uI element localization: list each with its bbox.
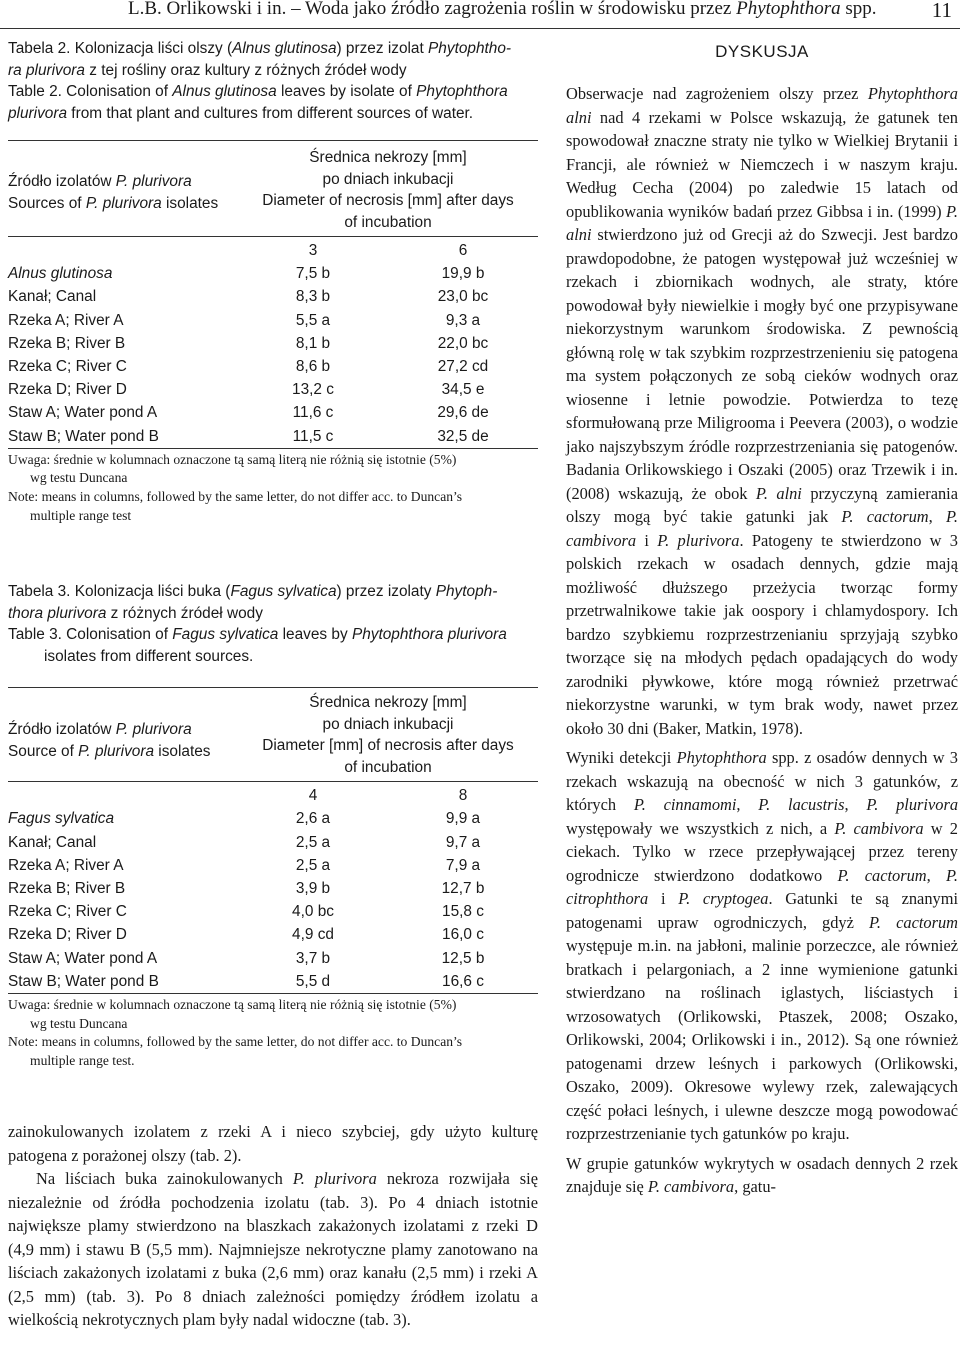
header-text: of incubation bbox=[344, 213, 432, 231]
body-text: występuje m.in. na jabłoni, malinie porzeczce, ale również bratkach i pelargoniach, a 2 inne wymienione gatunki stwierdzano na roślinach iglastych, liściastych i wrzosowatych (Orlikowski, Ptaszek, 2008; Oszako, Orlikowski, 2004; Orlikowski i in., 2012). Są one również patogenami drzew leśnych i parkowych (Orlikowski, Oszako, 2009). Okresowe wylewy rzek, zalewających część połaci leśnych, i ulewne deszcze mogą powodować rozprzestrzenianie tych gatunków po kraju. bbox=[566, 936, 958, 1143]
source-cell: Rzeka C; River C bbox=[8, 903, 127, 921]
caption-species: Phytophthora plurivora bbox=[351, 626, 507, 644]
header-text: Sources of bbox=[8, 194, 86, 212]
value-cell-day2: 34,5 e bbox=[441, 381, 485, 399]
body-paragraph bbox=[566, 82, 958, 740]
caption-species: Fagus sylvatica bbox=[172, 626, 279, 644]
caption-text: from that plant and cultures from different sources of water. bbox=[67, 104, 474, 122]
caption-text: z różnych źródeł wody bbox=[106, 604, 263, 622]
body-text: stwierdzono już od Grecji aż do Szwecji. Jest bardzo prawdopodobne, że patogen występował już wcześniej w rzekach i zbiornikach wodnych, ale straty, które powodował były niewielkie i mogły być one przypisywane niekorzystnym warunkom środowiska. Z pewnością główną rolę w tak szybkim rozprzestrzenieniu się patogena ma system połączonych ze sobą cieków wodnych oraz wiosenne i letnie powodzie. Potwierdza to tezę sformułowaną prze Miligrooma i Peevera (2003), o wodzie jako najszybszym źródle rozprzestrzeniania się patogenów. Badania Orlikowskiego i Oszaki (2005) oraz Trzewik i in. (2008) wskazują, że obok bbox=[566, 225, 958, 503]
source-cell: Staw B; Water pond B bbox=[8, 972, 159, 990]
body-text: , bbox=[928, 507, 946, 526]
body-text: nekroza rozwijała się niezależnie od źródła pochodzenia izolatu (tab. 3). Po 4 dniach istotnie największe plamy stwierdzono na blaszkach zakażonych izolatami z rzeki D (4,9 mm) i stawu B (5,5 mm). Najmniejsze nekrotyczne plamy zanotowano na liściach zakażonych izolatami z buka (2,6 mm) oraz kanału (2,5 mm) i rzeki A (2,5 mm) (tab. 3). Po 8 dniach zależności pomiędzy źródłem izolatu a wielkością nekrotycznych plam były nadal widoczne (tab. 3). bbox=[8, 1169, 538, 1330]
source-cell: Staw B; Water pond B bbox=[8, 427, 159, 445]
table2-body bbox=[8, 262, 538, 448]
table-row bbox=[8, 807, 538, 830]
value-cell-day2: 12,7 b bbox=[441, 880, 485, 898]
body-text: , gatu- bbox=[734, 1177, 776, 1196]
value-cell-day1: 11,5 c bbox=[292, 427, 334, 445]
value-cell-day2: 29,6 de bbox=[437, 404, 489, 422]
body-species: P. plurivora bbox=[866, 795, 959, 814]
body-species: P. cactorum bbox=[837, 865, 927, 885]
blank-cell bbox=[8, 782, 238, 808]
source-cell: Staw A; Water pond A bbox=[8, 404, 158, 422]
body-text: Obserwacje nad zagrożeniem olszy przez bbox=[566, 84, 868, 103]
table-row bbox=[8, 900, 538, 923]
body-species: P. cambivora bbox=[566, 507, 958, 550]
header-text: of incubation bbox=[344, 758, 432, 776]
value-cell-day2: 9,3 a bbox=[445, 311, 481, 329]
blank-cell bbox=[8, 237, 238, 263]
section-heading: DYSKUSJA bbox=[715, 42, 809, 61]
value-cell-day1: 8,3 b bbox=[295, 288, 331, 306]
source-cell: Rzeka D; River D bbox=[8, 381, 127, 399]
caption-text: Table 3. Colonisation of bbox=[8, 626, 173, 644]
header-text: Średnica nekrozy [mm] bbox=[309, 694, 467, 712]
body-species: P. lacustris bbox=[758, 795, 845, 814]
body-species: P. cambivora bbox=[834, 818, 924, 838]
table-row bbox=[8, 854, 538, 877]
caption-species: Phytophtho- bbox=[428, 40, 512, 57]
body-paragraph bbox=[566, 1152, 958, 1199]
body-text: spp. z osadów dennych w 3 rzekach wskazują na obecność w nich 3 gatunków, z których bbox=[566, 748, 958, 814]
value-cell-day1: 2,5 a bbox=[295, 856, 331, 874]
body-species: P. plurivora bbox=[657, 530, 740, 550]
body-text: Wyniki detekcji bbox=[566, 748, 677, 767]
caption-text: Table 2. Colonisation of bbox=[8, 83, 173, 100]
value-cell-day1: 7,5 b bbox=[295, 265, 331, 283]
value-cell-day2: 9,9 a bbox=[445, 810, 481, 828]
table3 bbox=[8, 687, 538, 994]
necrosis-header bbox=[238, 688, 538, 782]
header-text: Źródło izolatów bbox=[8, 173, 116, 190]
note-text: Note: means in columns, followed by the same letter, do not differ acc. to Duncan’s bbox=[8, 1034, 463, 1050]
body-text: . Patogeny te stwierdzono w 3 polskich rzekach w osadach dennych, gdzie mają możliwość dłuższego przeżycia tworząc formy przetrwalnikowe takie jak oospory i chlamydospory. Ich bardzo szybkiemu rozprzestrzenianiu sprzyjają szybko tworzące się na młodych pędach opadających do wody zarodniki pływkowe, które mogą również przetrwać niekorzystne warunki, w tym brak wody, nawet przez około 30 dni (Baker, Matkin, 1978). bbox=[566, 530, 959, 738]
source-cell: Staw A; Water pond A bbox=[8, 949, 158, 967]
source-cell: Rzeka A; River A bbox=[8, 856, 124, 874]
days-row bbox=[8, 237, 538, 263]
value-cell-day1: 3,9 b bbox=[295, 880, 331, 898]
body-species: P. cryptogea bbox=[678, 889, 769, 908]
header-species: P. plurivora bbox=[115, 721, 192, 739]
header-text: isolates bbox=[161, 194, 219, 212]
source-cell: Alnus glutinosa bbox=[8, 265, 113, 283]
running-title-suffix: spp. bbox=[840, 0, 877, 19]
caption-species: Phytoph- bbox=[435, 583, 498, 601]
body-species: P. cactorum bbox=[841, 507, 929, 526]
caption-species: Alnus glutinosa bbox=[232, 40, 337, 57]
value-cell-day2: 27,2 cd bbox=[437, 358, 489, 376]
caption-species: Alnus glutinosa bbox=[172, 83, 277, 100]
body-species: P. cambivora bbox=[647, 1177, 735, 1196]
table-row bbox=[8, 425, 538, 449]
value-cell-day1: 2,6 a bbox=[295, 810, 331, 828]
value-cell-day2: 9,7 a bbox=[445, 833, 481, 851]
header-text: Średnica nekrozy [mm] bbox=[309, 149, 467, 166]
value-cell-day2: 7,9 a bbox=[445, 856, 481, 874]
value-cell-day1: 4,9 cd bbox=[292, 926, 334, 944]
caption-text: leaves by bbox=[278, 626, 352, 644]
body-paragraph bbox=[8, 1167, 538, 1332]
value-cell-day2: 23,0 bc bbox=[437, 288, 489, 306]
note-text: Uwaga: średnie w kolumnach oznaczone tą samą literą nie różnią się istotnie (5%) bbox=[8, 451, 457, 467]
body-paragraph: zainokulowanych izolatem z rzeki A i nieco szybciej, gdy użyto kulturę patogena z porażonej olszy (tab. 2). bbox=[8, 1122, 538, 1165]
header-species: P. plurivora bbox=[115, 173, 192, 190]
value-cell-day1: 3,7 b bbox=[295, 949, 331, 967]
body-text: i bbox=[648, 889, 679, 908]
table3-notes bbox=[8, 996, 538, 1070]
value-cell-day2: 19,9 b bbox=[441, 265, 485, 283]
table-row bbox=[8, 285, 538, 308]
body-text: przyczyną zamierania olszy mogą być takie gatunki jak bbox=[566, 483, 959, 526]
body-species: Phytophthora bbox=[676, 748, 767, 767]
value-cell-day2: 15,8 c bbox=[442, 903, 484, 921]
note-text: multiple range test. bbox=[30, 1052, 135, 1068]
value-cell-day2: 32,5 de bbox=[437, 427, 489, 445]
header-text: Źródło izolatów bbox=[8, 721, 116, 739]
value-cell-day2: 12,5 b bbox=[441, 949, 485, 967]
header-rule bbox=[0, 28, 960, 29]
running-title-genus: Phytophthora bbox=[736, 0, 841, 19]
body-species: P. citrophthora bbox=[566, 865, 958, 908]
note-text: Uwaga: średnie w kolumnach oznaczone tą samą literą nie różnią się istotnie (5%) bbox=[8, 997, 457, 1013]
table-row bbox=[8, 262, 538, 285]
caption-species: Fagus sylvatica bbox=[230, 583, 337, 601]
source-cell: Rzeka B; River B bbox=[8, 334, 126, 352]
body-text: W grupie gatunków wykrytych w osadach dennych 2 rzek znajduje się bbox=[566, 1153, 958, 1196]
body-species: P. cinnamomi bbox=[633, 795, 737, 814]
table-row bbox=[8, 309, 538, 332]
necrosis-header bbox=[238, 141, 538, 237]
running-title bbox=[128, 0, 877, 20]
header-species: P. plurivora bbox=[85, 194, 162, 212]
source-cell: Rzeka A; River A bbox=[8, 311, 124, 329]
body-text: , bbox=[844, 795, 867, 814]
value-cell-day2: 16,6 c bbox=[442, 972, 484, 990]
body-text: , bbox=[926, 865, 946, 885]
day-header: 4 bbox=[238, 782, 388, 808]
body-paragraph bbox=[566, 746, 958, 1146]
value-cell-day2: 16,0 c bbox=[442, 926, 484, 944]
header-text: po dniach inkubacji bbox=[322, 715, 454, 733]
right-column bbox=[566, 38, 958, 1199]
body-text: występowały we wszystkich z nich, a bbox=[566, 818, 835, 838]
caption-text: ) przez izolaty bbox=[336, 583, 436, 601]
value-cell-day1: 11,6 c bbox=[292, 404, 334, 422]
table-row bbox=[8, 401, 538, 424]
body-text: . Gatunki te są znanymi patogenami upraw ogrodniczych, gdyż bbox=[566, 889, 959, 932]
table3-body bbox=[8, 807, 538, 993]
day-header: 3 bbox=[238, 237, 388, 263]
value-cell-day1: 8,6 b bbox=[295, 358, 331, 376]
value-cell-day1: 2,5 a bbox=[295, 833, 331, 851]
header-text: Diameter of necrosis [mm] after days bbox=[262, 192, 514, 209]
table-row bbox=[8, 378, 538, 401]
caption-text: z tej rośliny oraz kultury z różnych źródeł wody bbox=[84, 61, 407, 79]
table-header-row bbox=[8, 688, 538, 782]
caption-text: Tabela 3. Kolonizacja liści buka ( bbox=[8, 583, 231, 601]
body-text: , bbox=[736, 795, 759, 814]
table-row bbox=[8, 923, 538, 946]
day-header: 6 bbox=[388, 237, 538, 263]
running-title-text: L.B. Orlikowski i in. – Woda jako źródło zagrożenia roślin w środowisku przez bbox=[128, 0, 737, 19]
source-cell: Kanał; Canal bbox=[8, 288, 97, 306]
table-row bbox=[8, 947, 538, 970]
header-text: po dniach inkubacji bbox=[322, 170, 454, 188]
caption-text: isolates from different sources. bbox=[44, 647, 254, 665]
day-header: 8 bbox=[388, 782, 538, 808]
note-text: wg testu Duncana bbox=[30, 1015, 128, 1031]
body-text: w 2 ciekach. Tylko w rzece przepływającej przez tereny ogrodnicze stwierdzono dodatkowo bbox=[566, 818, 958, 885]
header-species: P. plurivora bbox=[78, 742, 155, 760]
left-column bbox=[8, 38, 538, 1332]
page-number: 11 bbox=[931, 0, 952, 22]
table2 bbox=[8, 140, 538, 449]
body-text: Na liściach buka zainokulowanych bbox=[36, 1169, 293, 1189]
body-species: Phytophthora alni bbox=[566, 84, 958, 127]
days-row bbox=[8, 782, 538, 808]
source-cell: Rzeka D; River D bbox=[8, 926, 127, 944]
caption-text: Tabela 2. Kolonizacja liści olszy ( bbox=[8, 40, 233, 57]
value-cell-day1: 5,5 a bbox=[295, 311, 331, 329]
table-row bbox=[8, 970, 538, 994]
caption-species: ra plurivora bbox=[8, 61, 85, 79]
body-text: nad 4 rzekami w Polsce wskazują, że gatunek ten spowodował znaczne straty nie tylko w Wielkiej Brytanii i Francji, ale również w Niemczech i w naszym kraju. Według Cecha (2004) po zaledwie 15 latach od opublikowania wyników badań przez Gibbsa i in. (1999) bbox=[566, 107, 958, 221]
body-species: P. cactorum bbox=[869, 912, 959, 932]
note-text: multiple range test bbox=[30, 507, 132, 523]
table2-caption bbox=[8, 38, 538, 124]
value-cell-day2: 22,0 bc bbox=[437, 334, 489, 352]
table-row bbox=[8, 831, 538, 854]
source-cell: Rzeka C; River C bbox=[8, 358, 127, 376]
header-text: Source of bbox=[8, 742, 79, 760]
body-species: P. alni bbox=[755, 483, 802, 503]
value-cell-day1: 5,5 d bbox=[295, 972, 331, 990]
source-cell: Rzeka B; River B bbox=[8, 880, 126, 898]
source-cell: Fagus sylvatica bbox=[8, 810, 115, 828]
source-header bbox=[8, 141, 238, 237]
value-cell-day1: 8,1 b bbox=[295, 334, 331, 352]
value-cell-day1: 4,0 bc bbox=[292, 903, 334, 921]
body-species: P. plurivora bbox=[292, 1169, 377, 1189]
header-text: isolates bbox=[154, 742, 211, 760]
table-header-row bbox=[8, 141, 538, 237]
note-text: Note: means in columns, followed by the same letter, do not differ acc. to Duncan’s bbox=[8, 489, 463, 505]
table-row bbox=[8, 355, 538, 378]
caption-species: plurivora bbox=[8, 104, 68, 122]
caption-species: Phytophthora bbox=[416, 83, 508, 100]
caption-text: leaves by isolate of bbox=[276, 83, 417, 100]
left-body-text bbox=[8, 1120, 538, 1332]
note-text: wg testu Duncana bbox=[30, 470, 128, 486]
body-species: P. alni bbox=[566, 201, 958, 244]
table3-caption bbox=[8, 581, 538, 667]
body-text: i bbox=[636, 530, 658, 550]
value-cell-day1: 13,2 c bbox=[292, 381, 334, 399]
table-row bbox=[8, 332, 538, 355]
caption-species: thora plurivora bbox=[8, 604, 107, 622]
caption-text: ) przez izolat bbox=[336, 40, 429, 57]
header-text: Diameter [mm] of necrosis after days bbox=[262, 737, 514, 755]
source-cell: Kanał; Canal bbox=[8, 833, 97, 851]
table-row bbox=[8, 877, 538, 900]
table2-notes bbox=[8, 451, 538, 525]
source-header bbox=[8, 688, 238, 782]
